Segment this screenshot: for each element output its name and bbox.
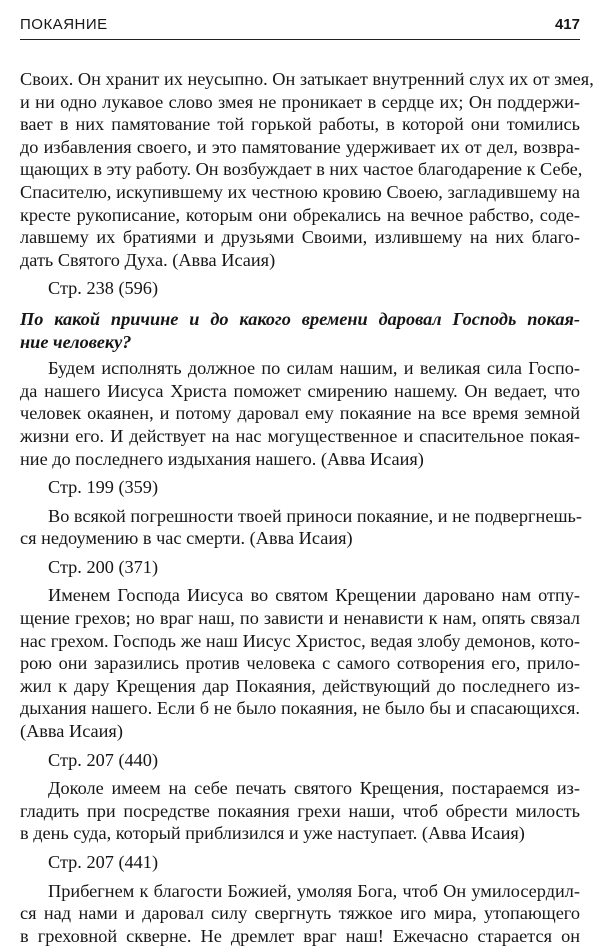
text-line: гладить при посредстве покаяния грехи наши, чтоб обрести милость: [20, 800, 580, 821]
text-line: жизни его. И действует на нас могущественное и спасительное покая-: [20, 425, 580, 446]
heading-line: По какой причине и до какого времени даровал Господь покая-: [20, 308, 580, 329]
text-line: щение грехов; но враг наш, по зависти и ненависти к нам, опять связал: [20, 608, 580, 629]
text-line: щающих в эту работу. Он возбуждает в них частое благодарение к Себе,: [20, 159, 583, 180]
paragraph-6: [20, 880, 580, 947]
source-reference: Стр. 207 (440): [48, 749, 159, 770]
paragraph-2: [20, 357, 580, 470]
source-reference: Стр. 199 (359): [48, 477, 159, 498]
paragraph-5: [20, 777, 580, 845]
chapter-title: ПОКАЯНИЕ: [20, 16, 108, 33]
page-number: 417: [554, 16, 580, 33]
text-line: Прибегнем к благости Божией, умоляя Бога, чтоб Он умилосердил-: [48, 880, 580, 901]
text-line: лавшему их братиями и друзьями Своими, излившему на них благо-: [20, 227, 580, 248]
text-line: ние до последнего издыхания нашего. (Авва Исаия): [20, 448, 424, 469]
section-question-heading: [20, 308, 580, 353]
source-reference: Стр. 207 (441): [48, 852, 159, 872]
paragraph-1: [20, 68, 594, 271]
source-reference: Стр. 238 (596): [48, 278, 159, 299]
running-header: [20, 0, 580, 40]
text-line: человек окаянен, и потому даровал ему покаяние на все время земной: [20, 403, 580, 424]
text-line: Доколе имеем на себе печать святого Крещения, постараемся из-: [48, 778, 580, 799]
text-line: (Авва Исаия): [20, 721, 123, 742]
paragraph-3: [20, 505, 580, 550]
source-reference: Стр. 200 (371): [48, 556, 159, 577]
text-line: Спасителю, искупившему их честною кровию Своею, загладившему на: [20, 181, 580, 202]
text-line: Своих. Он хранит их неусыпно. Он затыкает внутренний слух их от змея,: [20, 69, 594, 89]
paragraph-4: [20, 584, 580, 742]
text-line: Во всякой погрешности твоей приноси покаяние, и не подвергнешь-: [48, 505, 582, 526]
text-line: кресте рукописание, которым они обрекались на вечное рабство, соде-: [20, 204, 580, 225]
heading-line: ние человеку?: [20, 331, 132, 352]
text-line: да нашего Иисуса Христа поможет смирению нашему. Он ведает, что: [20, 380, 580, 401]
text-line: жил к дару Крещения дар Покаяния, действующий до последнего из-: [20, 675, 580, 696]
text-line: ся над нами и даровал силу свергнуть тяжкое иго мира, утопающего: [20, 903, 580, 924]
text-line: вает в них памятование той горькой работы, в которой они томились: [20, 114, 580, 135]
text-line: Будем исполнять должное по силам нашим, и великая сила Госпо-: [48, 358, 580, 379]
text-line: в день суда, который приблизился и уже наступает. (Авва Исаия): [20, 823, 525, 844]
text-line: Именем Господа Иисуса во святом Крещении даровано нам отпу-: [48, 585, 580, 606]
text-line: и ни одно лукавое слово змея не проникает в сердце их; Он поддержи-: [20, 91, 580, 112]
text-line: дыхания нашего. Если б не было покаяния, не было бы и спасающихся.: [20, 698, 580, 719]
text-line: ся недоумению в час смерти. (Авва Исаия): [20, 528, 353, 549]
text-line: до избавления своего, и это памятование удерживает их от дел, возвра-: [20, 136, 580, 157]
text-line: рою они заразились против человека с самого сотворения его, прило-: [20, 653, 580, 674]
text-line: нас грехом. Господь же наш Иисус Христос, ведая злобу демонов, кото-: [20, 630, 580, 651]
text-line: в греховной скверне. Не дремлет враг наш! Ежечасно старается он: [20, 925, 580, 946]
text-line: дать Святого Духа. (Авва Исаия): [20, 249, 276, 270]
page-body: [20, 40, 594, 947]
